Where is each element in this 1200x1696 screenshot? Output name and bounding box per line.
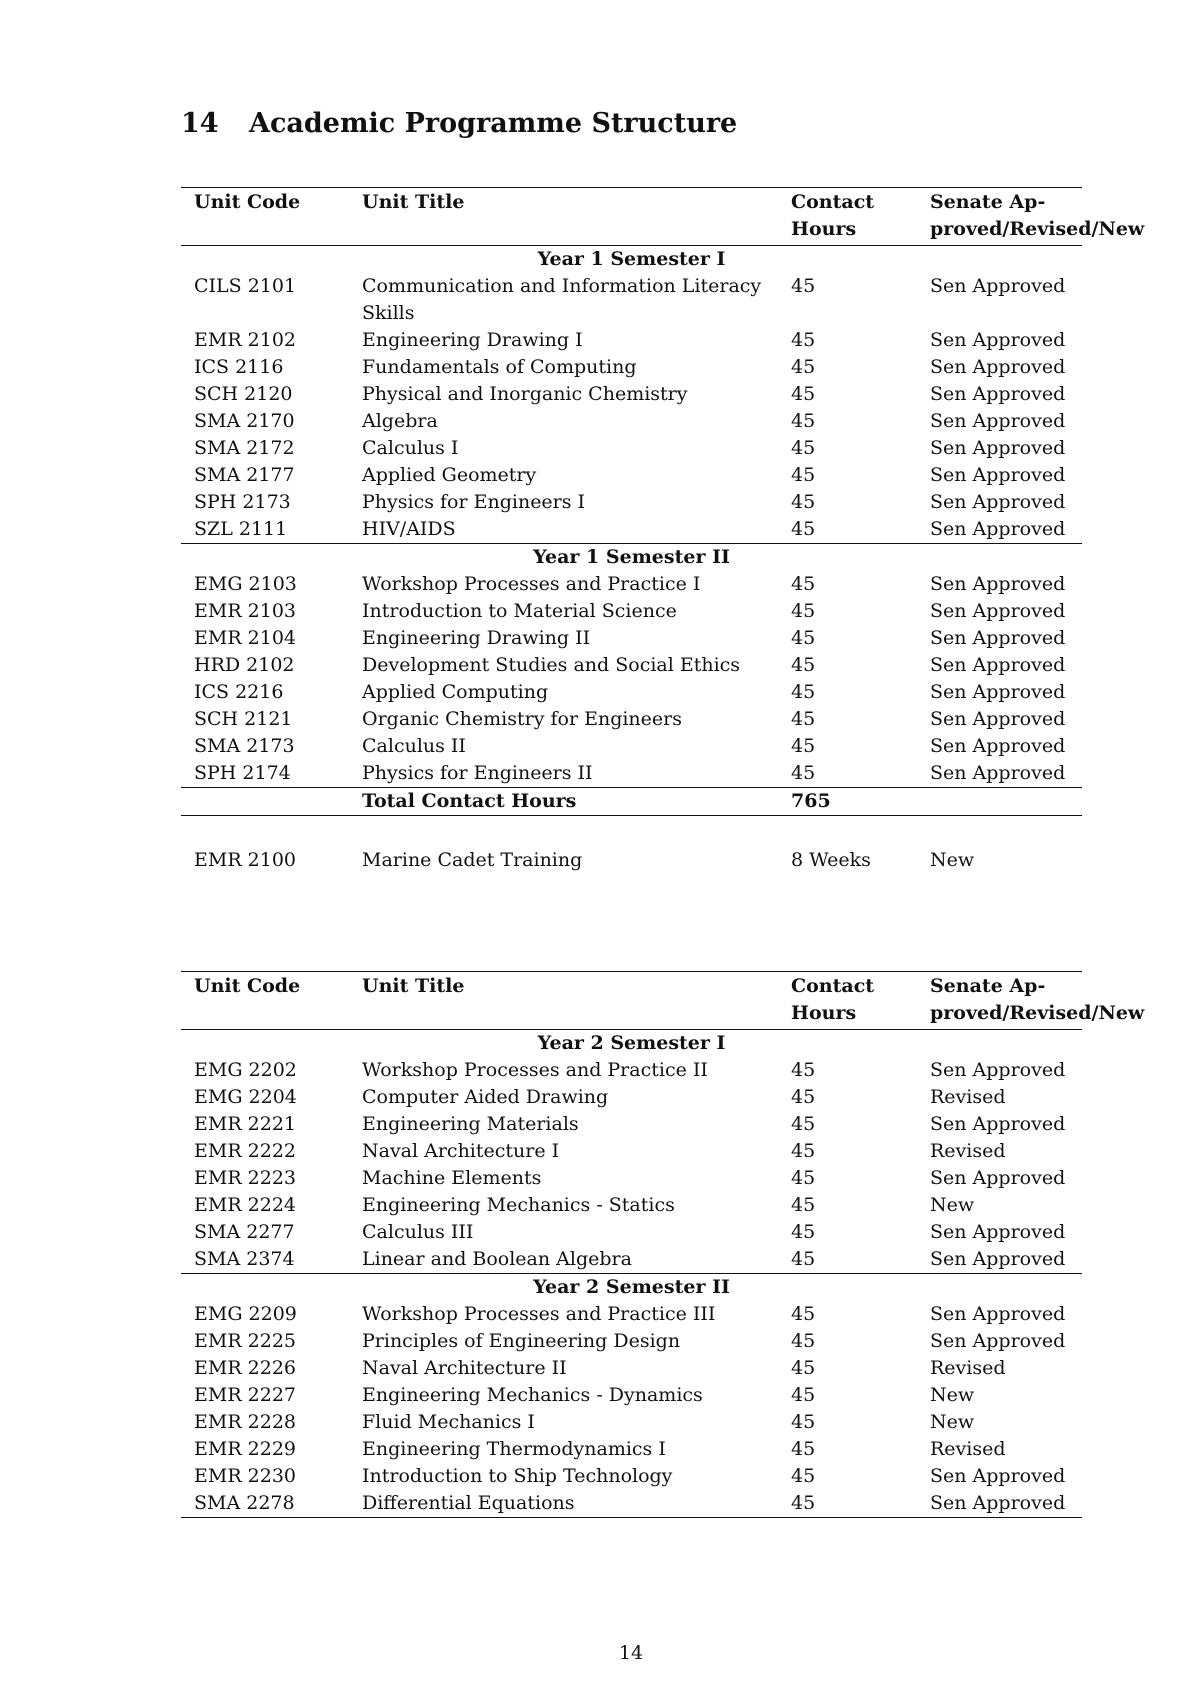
unit-code: EMR 2227 [194,1384,297,1406]
unit-title: Calculus III [362,1221,474,1243]
unit-code: SCH 2121 [194,708,293,730]
unit-code: EMR 2100 [194,849,297,871]
contact-hours: 45 [791,708,816,730]
approval-status: Sen Approved [930,1303,1066,1325]
unit-row [181,598,1082,625]
unit-row [181,760,1082,788]
unit-row [181,1436,1082,1463]
approval-status: Revised [930,1140,1006,1162]
contact-hours: 45 [791,1194,816,1216]
unit-title: Linear and Boolean Algebra [362,1248,632,1270]
contact-hours: 45 [791,329,816,351]
unit-code: HRD 2102 [194,654,295,676]
approval-status: Sen Approved [930,275,1066,297]
approval-status: Sen Approved [917,1490,1082,1518]
semester-heading: Year 1 Semester II [181,544,1082,572]
contact-hours: 45 [791,1221,816,1243]
approval-status: Sen Approved [930,329,1066,351]
unit-code: EMR 2102 [194,329,297,351]
unit-row [181,1463,1082,1490]
approval-status: Sen Approved [930,573,1066,595]
section-title: Academic Programme Structure [249,108,738,139]
contact-hours: 45 [791,356,816,378]
approval-status: New [930,1194,975,1216]
unit-code: ICS 2116 [194,356,284,378]
approval-status: New [930,1411,975,1433]
contact-hours: 45 [791,1167,816,1189]
contact-hours: 45 [791,1438,816,1460]
total-row [181,788,1082,816]
approval-status: Sen Approved [930,1465,1066,1487]
unit-title: Engineering Drawing I [362,329,583,351]
unit-title: HIV/AIDS [362,518,456,540]
unit-title: Communication and Information Literacy Skills [362,275,762,324]
unit-code: CILS 2101 [194,275,297,297]
unit-title: Engineering Thermodynamics I [362,1438,666,1460]
page-number: 14 [618,1642,644,1664]
unit-row [181,1084,1082,1111]
unit-title: Introduction to Material Science [362,600,677,622]
section-number: 14 [181,108,219,139]
contact-hours: 8 Weeks [791,849,871,871]
approval-status: Sen Approved [930,762,1066,784]
unit-title: Applied Geometry [362,464,537,486]
unit-code: SPH 2173 [194,491,291,513]
unit-code: SMA 2172 [194,437,295,459]
unit-title: Fundamentals of Computing [362,356,637,378]
header-unit-title: Unit Title [349,188,778,246]
year1-units-table [181,187,1145,878]
approval-status: Sen Approved [930,1113,1066,1135]
unit-row [181,489,1082,516]
unit-title: Fluid Mechanics I [362,1411,535,1433]
unit-row [181,1165,1082,1192]
unit-row [181,1382,1082,1409]
unit-title: Engineering Mechanics - Dynamics [362,1384,703,1406]
unit-row [181,1301,1082,1328]
header-senate-status: Senate Ap- proved/Revised/New [917,188,1082,246]
unit-code: EMG 2202 [194,1059,297,1081]
approval-status: Revised [930,1086,1006,1108]
unit-code: SMA 2277 [194,1221,295,1243]
unit-title: Workshop Processes and Practice III [362,1303,716,1325]
unit-title: Calculus II [362,735,466,757]
approval-status: Sen Approved [930,1221,1066,1243]
approval-status: Sen Approved [930,1167,1066,1189]
unit-code: EMR 2226 [194,1357,297,1379]
contact-hours: 45 [791,518,816,540]
unit-title: Calculus I [362,437,459,459]
unit-title: Naval Architecture II [362,1357,567,1379]
contact-hours: 45 [791,383,816,405]
unit-code: SMA 2170 [194,410,295,432]
unit-title: Workshop Processes and Practice I [362,573,701,595]
table-header-row [181,188,1082,246]
unit-code: SMA 2173 [194,735,295,757]
contact-hours: 45 [791,1086,816,1108]
contact-hours: 45 [791,1330,816,1352]
year2-units-table [181,971,1145,1518]
approval-status: Sen Approved [930,410,1066,432]
unit-title: Machine Elements [362,1167,542,1189]
contact-hours: 45 [791,491,816,513]
approval-status: Sen Approved [930,356,1066,378]
unit-row [181,462,1082,489]
unit-code: ICS 2216 [194,681,284,703]
contact-hours: 45 [791,464,816,486]
contact-hours: 45 [791,735,816,757]
unit-title: Introduction to Ship Technology [362,1465,673,1487]
contact-hours: 45 [791,1248,816,1270]
unit-title: Principles of Engineering Design [362,1330,681,1352]
contact-hours: 45 [791,1357,816,1379]
contact-hours: 45 [791,437,816,459]
cadet-training-row [181,847,1082,878]
unit-code: EMR 2223 [194,1167,297,1189]
contact-hours: 45 [791,1303,816,1325]
semester-heading-row [181,544,1082,572]
unit-code: EMG 2209 [194,1303,297,1325]
unit-title: Organic Chemistry for Engineers [362,708,682,730]
approval-status: Revised [930,1438,1006,1460]
unit-code: EMR 2228 [194,1411,297,1433]
unit-row [181,1219,1082,1246]
contact-hours: 45 [791,1059,816,1081]
approval-status: Sen Approved [930,1059,1066,1081]
approval-status: Sen Approved [930,437,1066,459]
approval-status: Sen Approved [930,383,1066,405]
unit-row [181,1409,1082,1436]
unit-code: EMR 2104 [194,627,297,649]
unit-row [181,625,1082,652]
contact-hours: 45 [791,1113,816,1135]
contact-hours: 45 [791,275,816,297]
unit-row [181,571,1082,598]
unit-code: SMA 2278 [181,1490,349,1518]
unit-row [181,435,1082,462]
unit-code: SMA 2177 [194,464,295,486]
contact-hours: 45 [791,1465,816,1487]
unit-row [181,1192,1082,1219]
unit-row [181,327,1082,354]
unit-row [181,381,1082,408]
header-unit-title: Unit Title [349,972,778,1030]
unit-row [181,679,1082,706]
unit-title: Applied Computing [362,681,549,703]
approval-status: New [930,849,975,871]
approval-status: Sen Approved [930,627,1066,649]
unit-title: Physics for Engineers II [362,762,593,784]
header-unit-code: Unit Code [181,188,349,246]
unit-title: Engineering Materials [362,1113,579,1135]
unit-row [181,1490,1082,1518]
unit-title: Marine Cadet Training [362,849,583,871]
unit-row [181,706,1082,733]
approval-status: New [930,1384,975,1406]
approval-status: Sen Approved [930,681,1066,703]
approval-status: Sen Approved [930,491,1066,513]
unit-row [181,1057,1082,1084]
unit-row [181,1111,1082,1138]
unit-title: Physics for Engineers I [362,491,586,513]
unit-code: EMR 2229 [194,1438,297,1460]
unit-title: Computer Aided Drawing [362,1086,609,1108]
section-heading [181,108,737,139]
semester-heading-row [181,1274,1082,1302]
unit-title: Naval Architecture I [362,1140,560,1162]
unit-title: Engineering Drawing II [362,627,591,649]
unit-code: EMG 2103 [194,573,297,595]
unit-code: EMR 2103 [194,600,297,622]
unit-title: Engineering Mechanics - Statics [362,1194,675,1216]
contact-hours: 45 [791,762,816,784]
unit-title: Workshop Processes and Practice II [362,1059,708,1081]
unit-code: EMG 2204 [194,1086,297,1108]
unit-code: SZL 2111 [194,518,288,540]
semester-heading: Year 2 Semester I [181,1030,1082,1058]
contact-hours: 45 [791,573,816,595]
contact-hours: 45 [791,1384,816,1406]
unit-title: Development Studies and Social Ethics [362,654,741,676]
approval-status: Revised [930,1357,1006,1379]
approval-status: Sen Approved [930,1330,1066,1352]
semester-heading-row [181,246,1082,274]
unit-row [181,273,1082,327]
unit-row [181,408,1082,435]
unit-row [181,733,1082,760]
approval-status: Sen Approved [930,464,1066,486]
header-unit-code: Unit Code [181,972,349,1030]
approval-status: Sen Approved [930,654,1066,676]
contact-hours: 45 [791,1411,816,1433]
contact-hours: 45 [791,627,816,649]
contact-hours: 45 [791,654,816,676]
approval-status: Sen Approved [930,708,1066,730]
approval-status: Sen Approved [930,735,1066,757]
unit-title: Physical and Inorganic Chemistry [362,383,688,405]
unit-code: SMA 2374 [194,1248,295,1270]
unit-code: SCH 2120 [194,383,293,405]
header-senate-status: Senate Ap- proved/Revised/New [917,972,1082,1030]
approval-status: Sen Approved [930,600,1066,622]
contact-hours: 45 [791,681,816,703]
header-contact-hours: Contact Hours [778,972,917,1030]
unit-row [181,516,1082,544]
contact-hours: 45 [791,1140,816,1162]
contact-hours: 45 [778,1490,917,1518]
unit-code: SPH 2174 [194,762,291,784]
unit-code: EMR 2224 [194,1194,297,1216]
unit-code: EMR 2222 [194,1140,297,1162]
unit-title: Differential Equations [349,1490,778,1518]
header-contact-hours: Contact Hours [778,188,917,246]
table-header-row [181,972,1082,1030]
contact-hours: 45 [791,410,816,432]
semester-heading: Year 2 Semester II [181,1274,1082,1302]
semester-heading: Year 1 Semester I [181,246,1082,274]
unit-row [181,1355,1082,1382]
unit-row [181,354,1082,381]
approval-status: Sen Approved [930,518,1066,540]
unit-row [181,1328,1082,1355]
unit-row [181,652,1082,679]
semester-heading-row [181,1030,1082,1058]
unit-row [181,1246,1082,1274]
unit-code: EMR 2230 [194,1465,297,1487]
unit-title: Algebra [362,410,438,432]
unit-row [181,1138,1082,1165]
total-value: 765 [778,788,917,816]
contact-hours: 45 [791,600,816,622]
unit-code: EMR 2221 [194,1113,297,1135]
total-label: Total Contact Hours [349,788,778,816]
approval-status: Sen Approved [930,1248,1066,1270]
unit-code: EMR 2225 [194,1330,297,1352]
